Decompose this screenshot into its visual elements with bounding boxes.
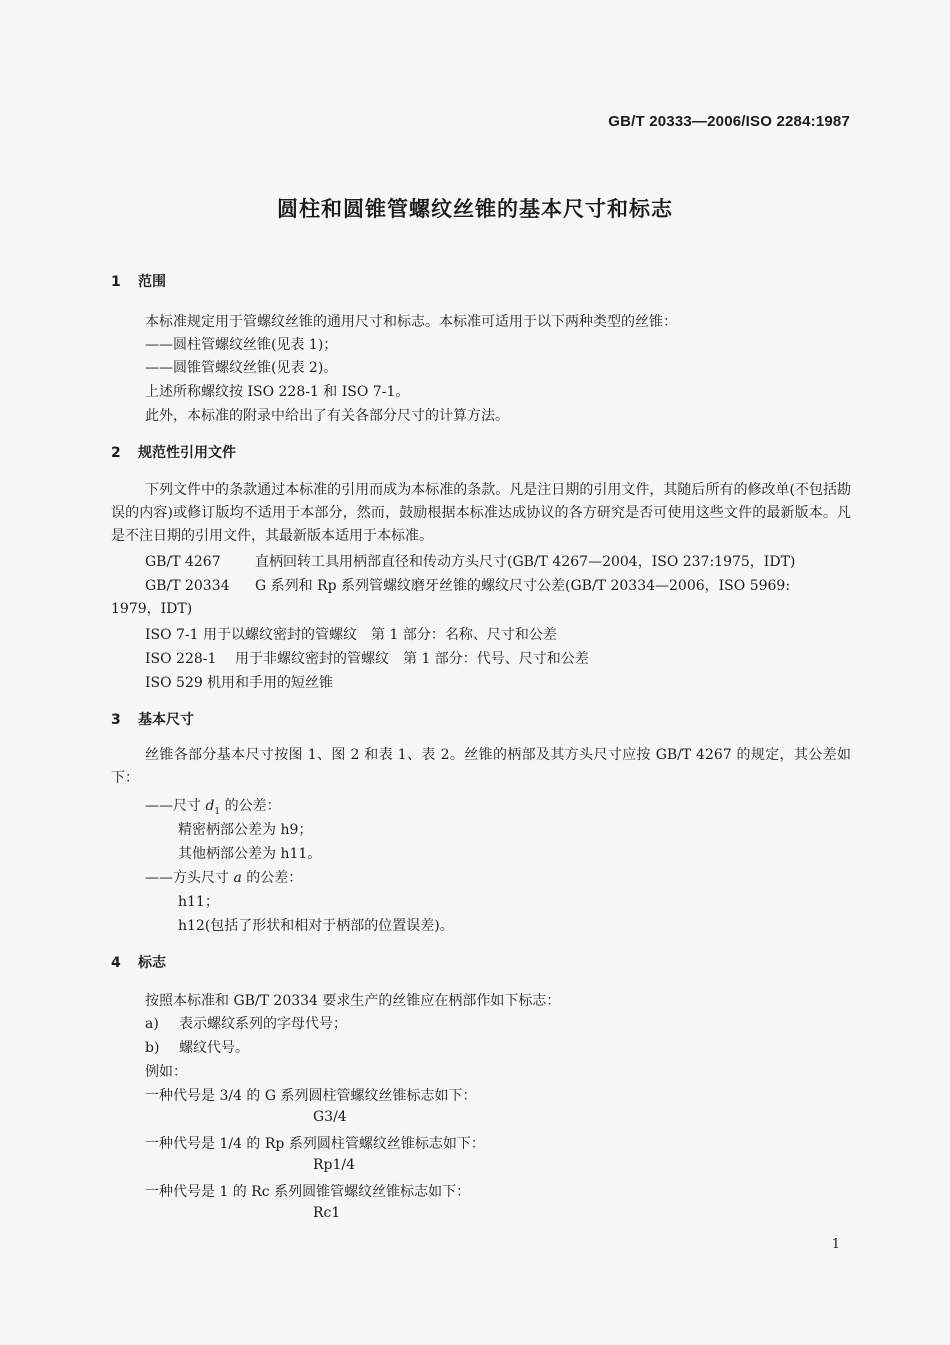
scope-line: ——圆锥管螺纹丝锥(见表 2)。 (145, 360, 338, 376)
dimensions-intro: 丝锥各部分基本尺寸按图 1、图 2 和表 1、表 2。丝锥的柄部及其方头尺寸应按 GB/T 4267 的规定，其公差如下： (111, 747, 851, 786)
example-mark: G3/4 (313, 1109, 347, 1125)
list-label: b) (145, 1040, 160, 1056)
reference-item (145, 624, 557, 644)
reference-code: ISO 7-1 (145, 627, 199, 643)
symbol-a: a (233, 870, 242, 886)
symbol-subscript: 1 (214, 806, 221, 817)
section-title: 标志 (138, 955, 166, 971)
section-number: 1 (111, 274, 121, 290)
label-suffix: 的公差： (220, 798, 281, 814)
reference-text: 用于非螺纹密封的管螺纹 第 1 部分：代号、尺寸和公差 (235, 651, 589, 667)
reference-item (145, 551, 795, 571)
tolerance-item: 其他柄部公差为 h11。 (178, 846, 322, 862)
list-label: a) (145, 1016, 159, 1032)
section-number: 4 (111, 955, 121, 971)
reference-item (145, 672, 333, 692)
references-intro: 下列文件中的条款通过本标准的引用而成为本标准的条款。凡是注日期的引用文件，其随后所有的修改单(不包括勘误的内容)或修订版均不适用于本部分，然而，鼓励根据本标准达成协议的各方研究是否可使用这些文件的最新版本。凡是不注日期的引用文件，其最新版本适用于本标准。 (111, 482, 851, 544)
label-prefix: ——方头尺寸 (145, 870, 234, 886)
label-prefix: ——尺寸 (145, 798, 206, 814)
marking-list-item (145, 1037, 249, 1057)
scope-line: 此外，本标准的附录中给出了有关各部分尺寸的计算方法。 (145, 408, 509, 424)
scope-line: 本标准规定用于管螺纹丝锥的通用尺寸和标志。本标准可适用于以下两种类型的丝锥： (145, 314, 677, 330)
reference-code: GB/T 4267 (145, 554, 221, 570)
example-label: 例如： (145, 1064, 187, 1080)
list-text: 表示螺纹系列的字母代号； (179, 1016, 347, 1032)
tolerance-item: 精密柄部公差为 h9； (178, 822, 313, 838)
label-suffix: 的公差： (241, 870, 303, 886)
section-2-heading (111, 442, 236, 462)
reference-item (145, 648, 589, 668)
section-number: 2 (111, 445, 121, 461)
marking-list-item (145, 1013, 347, 1033)
scope-line: ——圆柱管螺纹丝锥(见表 1)； (145, 337, 338, 353)
section-title: 范围 (138, 274, 166, 290)
tolerance-item: h11； (178, 894, 219, 910)
tolerance-a-label (145, 867, 302, 887)
section-title: 规范性引用文件 (138, 445, 236, 461)
reference-code: ISO 228-1 (145, 651, 217, 667)
example-description: 一种代号是 1 的 Rc 系列圆锥管螺纹丝锥标志如下： (145, 1184, 471, 1200)
tolerance-d1-label (145, 795, 281, 817)
reference-text: 机用和手用的短丝锥 (207, 675, 333, 691)
example-mark: Rp1/4 (313, 1157, 356, 1173)
list-text: 螺纹代号。 (179, 1040, 249, 1056)
reference-item (145, 575, 790, 595)
section-number: 3 (111, 712, 121, 728)
section-title: 基本尺寸 (138, 712, 194, 728)
scope-line: 上述所称螺纹按 ISO 228-1 和 ISO 7-1。 (145, 384, 410, 400)
symbol-d: d (205, 798, 215, 814)
page-number: 1 (831, 1237, 840, 1252)
tolerance-item: h12(包括了形状和相对于柄部的位置误差)。 (178, 918, 454, 934)
reference-code: GB/T 20334 (145, 578, 230, 594)
reference-text: 用于以螺纹密封的管螺纹 第 1 部分：名称、尺寸和公差 (203, 627, 557, 643)
reference-code: ISO 529 (145, 675, 203, 691)
section-3-heading (111, 709, 194, 729)
reference-text: 直柄回转工具用柄部直径和传动方头尺寸(GB/T 4267—2004，ISO 237:1975，IDT) (255, 554, 796, 570)
reference-text: G 系列和 Rp 系列管螺纹磨牙丝锥的螺纹尺寸公差(GB/T 20334—2006，ISO 5969: (255, 578, 791, 594)
section-1-heading (111, 271, 166, 291)
reference-continuation: 1979，IDT) (111, 601, 193, 617)
example-description: 一种代号是 1/4 的 Rp 系列圆柱管螺纹丝锥标志如下： (145, 1136, 485, 1152)
document-title: 圆柱和圆锥管螺纹丝锥的基本尺寸和标志 (277, 197, 673, 221)
standard-code: GB/T 20333—2006/ISO 2284:1987 (608, 113, 850, 130)
marking-intro: 按照本标准和 GB/T 20334 要求生产的丝锥应在柄部作如下标志： (145, 993, 561, 1009)
example-mark: Rc1 (313, 1205, 341, 1221)
section-4-heading (111, 952, 166, 972)
example-description: 一种代号是 3/4 的 G 系列圆柱管螺纹丝锥标志如下： (145, 1088, 477, 1104)
